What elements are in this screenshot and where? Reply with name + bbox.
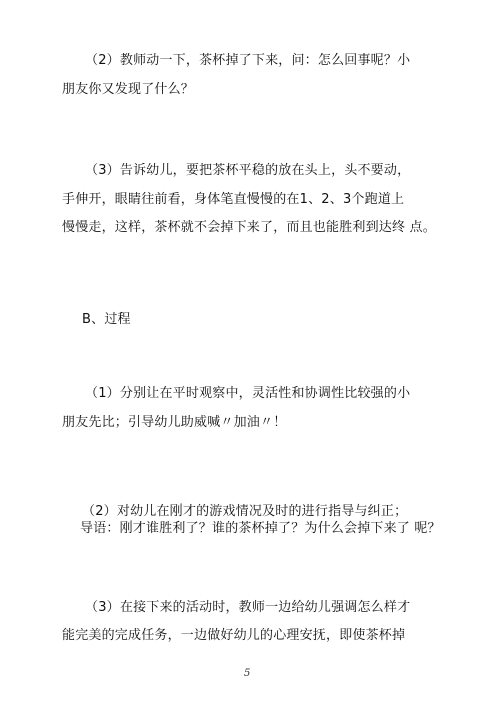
text-line: 朋友你又发现了什么？: [62, 82, 195, 97]
text-line: （3）告诉幼儿，要把茶杯平稳的放在头上，头不要动，: [85, 163, 411, 178]
text-line: （1）分别让在平时观察中，灵活性和协调性比较强的小: [85, 386, 411, 401]
text-line: 慢慢走，这样，茶杯就不会掉下来了，而且也能胜利到达终 点。: [62, 220, 436, 235]
page-number: 5: [244, 668, 251, 679]
text-line: （2）教师动一下，茶杯掉了下来，问：怎么回事呢？小: [85, 53, 411, 68]
text-line: 手伸开，眼睛往前看，身体笔直慢慢的在1、2、3个跑道上: [62, 192, 405, 207]
text-line: 能完美的完成任务，一边做好幼儿的心理安抚，即使茶杯掉: [62, 628, 406, 643]
text-line: 朋友先比；引导幼儿助威喊〃加油〃！: [62, 415, 287, 430]
text-line: 导语：刚才谁胜利了？谁的茶杯掉了？为什么会掉下来了 呢？: [80, 521, 441, 536]
text-line: （2）对幼儿在刚才的游戏情况及时的进行指导与纠正；: [82, 504, 408, 519]
section-heading: B、过程: [82, 312, 131, 327]
text-line: （3）在接下来的活动时，教师一边给幼儿强调怎么样才: [85, 600, 411, 615]
